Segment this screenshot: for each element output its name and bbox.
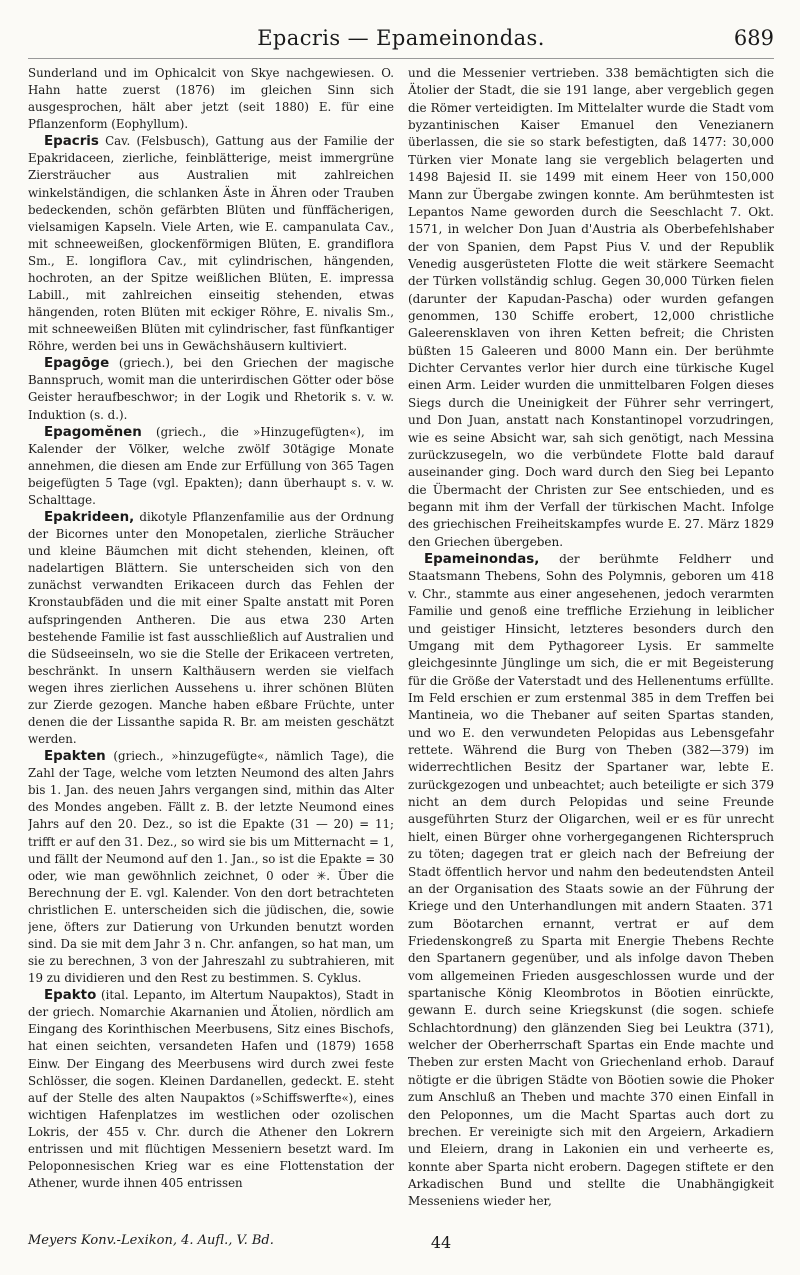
page-title: Epacris — Epameinondas. (257, 26, 545, 50)
sheet-signature: 44 (430, 1233, 452, 1252)
entry-lemma: Epakrideen, (44, 510, 135, 526)
page-footer (28, 1233, 774, 1257)
entry-paragraph (28, 748, 394, 987)
page-number: 689 (733, 26, 774, 50)
left-column (28, 65, 394, 1215)
entry-paragraph (408, 551, 774, 1211)
entry-paragraph (28, 424, 394, 509)
entry-text: (griech., die »Hinzugefügten«), im Kalender der Völker, welche zwölf 30tägige Monate annehmen, die diesen am Ende zur Erfüllung von 365 Tagen beigefügten 5 Tage (vgl. Epakten); dann überhaupt s. v. w. Schalttage. (28, 424, 394, 507)
entry-lemma: Epagōge (44, 356, 110, 372)
entry-lemma: Epameinondas, (424, 552, 540, 568)
entry-paragraph (28, 509, 394, 748)
entry-text: (griech., »hinzugefügte«, nämlich Tage), die Zahl der Tage, welche vom letzten Neumond des alten Jahrs bis 1. Jan. des neuen Jahrs vergangen sind, mithin das Alter des Mondes angeben. Fällt z. B. der letzte Neumond eines Jahrs auf den 20. Dez., so ist die Epakte (31 — 20) = 11; trifft er auf den 31. Dez., so wird sie bis um Mitternacht = 1, und fällt der Neumond auf den 1. Jan., so ist die Epakte = 30 oder, wie man gewöhnlich zeichnet, 0 oder ✳. Über die Berechnung der E. vgl. Kalender. Von den dort betrachteten christlichen E. unterscheiden sich die jüdischen, die, sowie jene, öfters zur Datierung von Urkunden benutzt worden sind. Da sie mit dem Jahr 3 n. Chr. anfangen, so hat man, um sie zu berechnen, 3 von der Jahreszahl zu subtrahieren, mit 19 zu dividieren und den Rest zu bestimmen. S. Cyklus. (28, 749, 394, 986)
entry-paragraph (28, 355, 394, 423)
entry-text: (griech.), bei den Griechen der magische Bannspruch, womit man die unterirdischen Götter oder böse Geister heraufbeschwor; in der Logik und Rhetorik s. v. w. Induktion (s. d.). (28, 356, 394, 422)
entry-lemma: Epacris (44, 134, 99, 150)
entry-text: der berühmte Feldherr und Staatsmann Thebens, Sohn des Polymnis, geboren um 418 v. Chr., stammte aus einer angesehenen, jedoch verarmten Familie und genoß eine treffliche Erziehung in leiblicher und geistiger Hinsicht, letzteres besonders durch den Umgang mit dem Pythagoreer Lysis. Er sammelte gleichgesinnte Jünglinge um sich, die er mit Begeisterung für die Größe der Vaterstadt und des Hellenentums erfüllte. Im Feld erschien er zum erstenmal 385 in dem Treffen bei Mantineia, wo die Thebaner auf seiten Spartas standen, und wo E. den verwundeten Pelopidas aus Lebensgefahr rettete. Während die Burg von Theben (382—379) im widerrechtlichen Besitz der Spartaner war, lebte E. zurückgezogen und unbeachtet; auch beteiligte er sich 379 nicht an dem durch Pelopidas und seine Freunde ausgeführten Sturz der Oligarchen, weil er es für unrecht hielt, einen Bürger ohne vorhergegangenen Richterspruch zu töten; dagegen trat er gleich nach der Befreiung der Stadt öffentlich hervor und nahm den bedeutendsten Anteil an der Organisation des Staats sowie an der Führung der Kriege und den Unterhandlungen mit andern Staaten. 371 zum Böotarchen ernannt, vertrat er auf dem Friedenskongreß zu Sparta mit Energie Thebens Rechte den Spartanern gegenüber, und als infolge davon Theben vom allgemeinen Frieden ausgeschlossen wurde und der spartanische König Kleombrotos in Böotien einrückte, gewann E. durch seine Kriegskunst (die sogen. schiefe Schlachtordnung) den glänzenden Sieg bei Leuktra (371), welcher der Oberherrschaft Spartas ein Ende machte und Theben zur ersten Macht von Griechenland erhob. Darauf nötigte er die übrigen Städte von Böotien sowie die Phoker zum Anschluß an Theben und machte 370 einen Einfall in den Peloponnes, um die Macht Spartas auch dort zu brechen. Er vereinigte sich mit den Argeiern, Arkadiern und Eleiern, drang in Lakonien ein und verheerte es, konnte aber Sparta nicht erobern. Dagegen stiftete er den Arkadischen Bund und stellte die Unabhängigkeit Messeniens wieder her, (408, 552, 774, 1209)
entry-paragraph (28, 65, 394, 133)
entry-text: (ital. Lepanto, im Altertum Naupaktos), Stadt in der griech. Nomarchie Akarnanien und Ätolien, nördlich am Eingang des Korinthischen Meerbusens, Sitz eines Bischofs, hat einen seichten, versandeten Hafen und (1879) 1658 Einw. Der Eingang des Meerbusens wird durch zwei feste Schlösser, die sogen. Kleinen Dardanellen, gedeckt. E. steht auf der Stelle des alten Naupaktos (»Schiffswerfte«), eines wichtigen Hafenplatzes im westlichen oder ozolischen Lokris, der 455 v. Chr. durch die Athener den Lokrern entrissen und mit flüchtigen Messeniern besetzt ward. Im Peloponnesischen Krieg war es eine Flottenstation der Athener, wurde ihnen 405 entrissen (28, 988, 394, 1191)
entry-text: Sunderland und im Ophicalcit von Skye nachgewiesen. O. Hahn hatte zuerst (1876) im gleichen Sinn sich ausgesprochen, hält aber jetzt (seit 1880) E. für eine Pflanzenform (Eophyllum). (28, 66, 394, 132)
entry-paragraph (28, 987, 394, 1192)
entry-text: Cav. (Felsbusch), Gattung aus der Familie der Epakridaceen, zierliche, feinblätterige, meist immergrüne Ziersträucher aus Australien mit zahlreichen winkelständigen, die schlanken Äste in Ähren oder Trauben bedeckenden, schön gefärbten Blüten und fünffächerigen, vielsamigen Kapseln. Viele Arten, wie E. campanulata Cav., mit schneeweißen, glockenförmigen Blüten, E. grandiflora Sm., E. longiflora Cav., mit cylindrischen, hängenden, hochroten, an der Spitze weißlichen Blüten, E. impressa Labill., mit zahlreichen einseitig stehenden, etwas hängenden, roten Blüten mit eckiger Röhre, E. nivalis Sm., mit schneeweißen Blüten mit cylindrischer, fast fünfkantiger Röhre, werden bei uns in Gewächshäusern kultiviert. (28, 134, 394, 354)
entry-text: und die Messenier vertrieben. 338 bemächtigten sich die Ätolier der Stadt, die sie 191 lange, aber vergeblich gegen die Römer verteidigten. Im Mittelalter wurde die Stadt vom byzantinischen Kaiser Emanuel den Venezianern überlassen, die sie so stark befestigten, daß 1477: 30,000 Türken vier Monate lang sie vergeblich belagerten und 1498 Bajesid II. sie 1499 mit einem Heer von 150,000 Mann zur Übergabe zwingen konnte. Am berühmtesten ist Lepantos Name geworden durch die Seeschlacht 7. Okt. 1571, in welcher Don Juan d'Austria als Oberbefehlshaber der von Spanien, dem Papst Pius V. und der Republik Venedig ausgerüsteten Flotte die weit stärkere Seemacht der Türken vollständig schlug. Gegen 30,000 Türken fielen (darunter der Kapudan-Pascha) oder wurden gefangen genommen, 130 Schiffe erobert, 12,000 christliche Galeerensklaven von ihren Ketten befreit; die Christen büßten 15 Galeeren und 8000 Mann ein. Der berühmte Dichter Cervantes verlor hier durch eine türkische Kugel einen Arm. Leider wurden die unmittelbaren Folgen dieses Siegs durch die Uneinigkeit der Führer sehr verringert, und Don Juan, anstatt nach Konstantinopel vorzudringen, wie es seine Absicht war, sah sich genötigt, nach Messina zurückzusegeln, wo die verbündete Flotte bald darauf auseinander ging. Doch ward durch den Sieg bei Lepanto die Übermacht der Christen zur See entschieden, und es begann mit ihm der Verfall der türkischen Macht. Infolge des griechischen Freiheitskampfes wurde E. 27. März 1829 den Griechen übergeben. (408, 66, 774, 549)
entry-lemma: Epakten (44, 749, 106, 765)
entry-paragraph (28, 133, 394, 355)
publisher-line: Meyers Konv.-Lexikon, 4. Aufl., V. Bd. (28, 1233, 274, 1248)
entry-lemma: Epagomĕnen (44, 424, 142, 440)
text-columns (28, 65, 774, 1215)
page-header (28, 22, 774, 59)
entry-lemma: Epakto (44, 988, 97, 1004)
entry-paragraph (408, 65, 774, 551)
right-column (408, 65, 774, 1215)
entry-text: dikotyle Pflanzenfamilie aus der Ordnung der Bicornes unter den Monopetalen, zierliche Sträucher und kleine Bäumchen mit dicht stehenden, kleinen, oft nadelartigen Blättern. Sie unterscheiden sich von den zunächst verwandten Erikaceen durch das Fehlen der Kronstaubfäden und die mit einer Spalte anstatt mit Poren aufspringenden Antheren. Die aus etwa 230 Arten bestehende Familie ist fast ausschließlich auf Australien und die Südseeinseln, wo sie die Stelle der Erikaceen vertreten, beschränkt. In unsern Kalthäusern werden sie vielfach wegen ihres zierlichen Aussehens u. ihrer schönen Blüten zur Zierde gezogen. Manche haben eßbare Früchte, unter denen die der Lissanthe sapida R. Br. am meisten geschätzt werden. (28, 510, 394, 747)
